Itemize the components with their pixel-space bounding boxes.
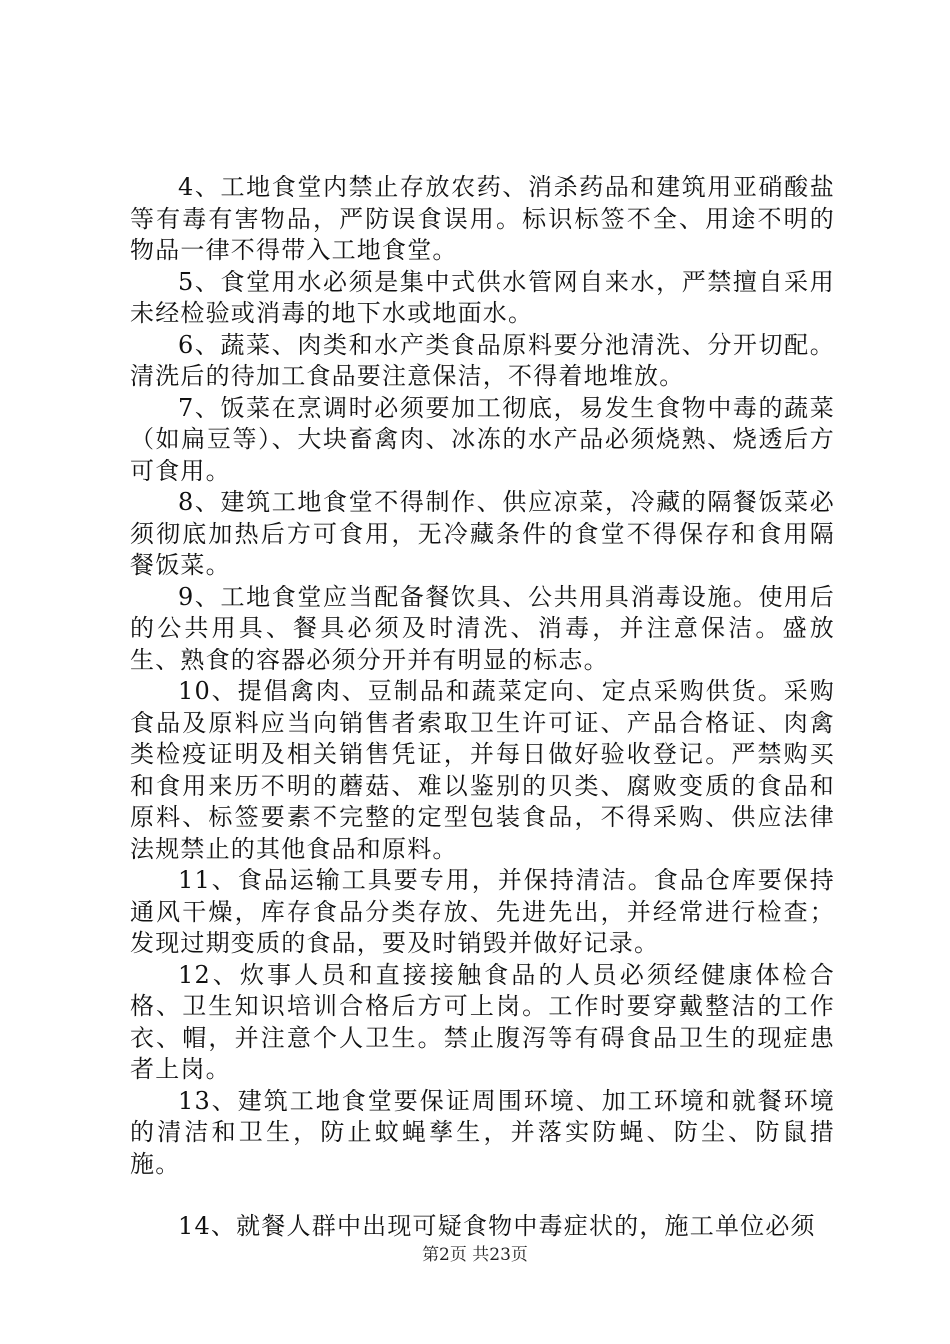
paragraph-11: 11、食品运输工具要专用，并保持清洁。食品仓库要保持通风干燥，库存食品分类存放、先进先出，并经常进行检查；发现过期变质的食品，要及时销毁并做好记录。 [130, 866, 835, 957]
paragraph-7: 7、饭菜在烹调时必须要加工彻底，易发生食物中毒的蔬菜（如扁豆等）、大块畜禽肉、冰冻的水产品必须烧熟、烧透后方可食用。 [130, 393, 835, 485]
paragraph-9: 9、工地食堂应当配备餐饮具、公共用具消毒设施。使用后的公共用具、餐具必须及时清洗、消毒，并注意保洁。盛放生、熟食的容器必须分开并有明显的标志。 [130, 582, 835, 674]
paragraph-14: 14、就餐人群中出现可疑食物中毒症状的，施工单位必须 [178, 1212, 816, 1240]
paragraph-8: 8、建筑工地食堂不得制作、供应凉菜，冷藏的隔餐饭菜必须彻底加热后方可食用，无冷藏条件的食堂不得保存和食用隔餐饭菜。 [130, 488, 835, 579]
paragraph-6: 6、蔬菜、肉类和水产类食品原料要分池清洗、分开切配。清洗后的待加工食品要注意保洁，不得着地堆放。 [130, 330, 835, 390]
paragraph-13: 13、建筑工地食堂要保证周围环境、加工环境和就餐环境的清洁和卫生，防止蚊蝇孳生，并落实防蝇、防尘、防鼠措施。 [130, 1086, 835, 1178]
paragraph-5: 5、食堂用水必须是集中式供水管网自来水，严禁擅自采用未经检验或消毒的地下水或地面水。 [130, 267, 835, 327]
page-number-footer: 第2页 共23页 [422, 1245, 528, 1265]
paragraph-4: 4、工地食堂内禁止存放农药、消杀药品和建筑用亚硝酸盐等有毒有害物品，严防误食误用。标识标签不全、用途不明的物品一律不得带入工地食堂。 [130, 173, 835, 264]
paragraph-12: 12、炊事人员和直接接触食品的人员必须经健康体检合格、卫生知识培训合格后方可上岗。工作时要穿戴整洁的工作衣、帽，并注意个人卫生。禁止腹泻等有碍食品卫生的现症患者上岗。 [130, 960, 835, 1083]
paragraph-10: 10、提倡禽肉、豆制品和蔬菜定向、定点采购供货。采购食品及原料应当向销售者索取卫生许可证、产品合格证、肉禽类检疫证明及相关销售凭证，并每日做好验收登记。严禁购买和食用来历不明的蘑菇、难以鉴别的贝类、腐败变质的食品和原料、标签要素不完整的定型包装食品，不得采购、供应法律法规禁止的其他食品和原料。 [130, 677, 835, 863]
document-body [130, 172, 835, 1243]
